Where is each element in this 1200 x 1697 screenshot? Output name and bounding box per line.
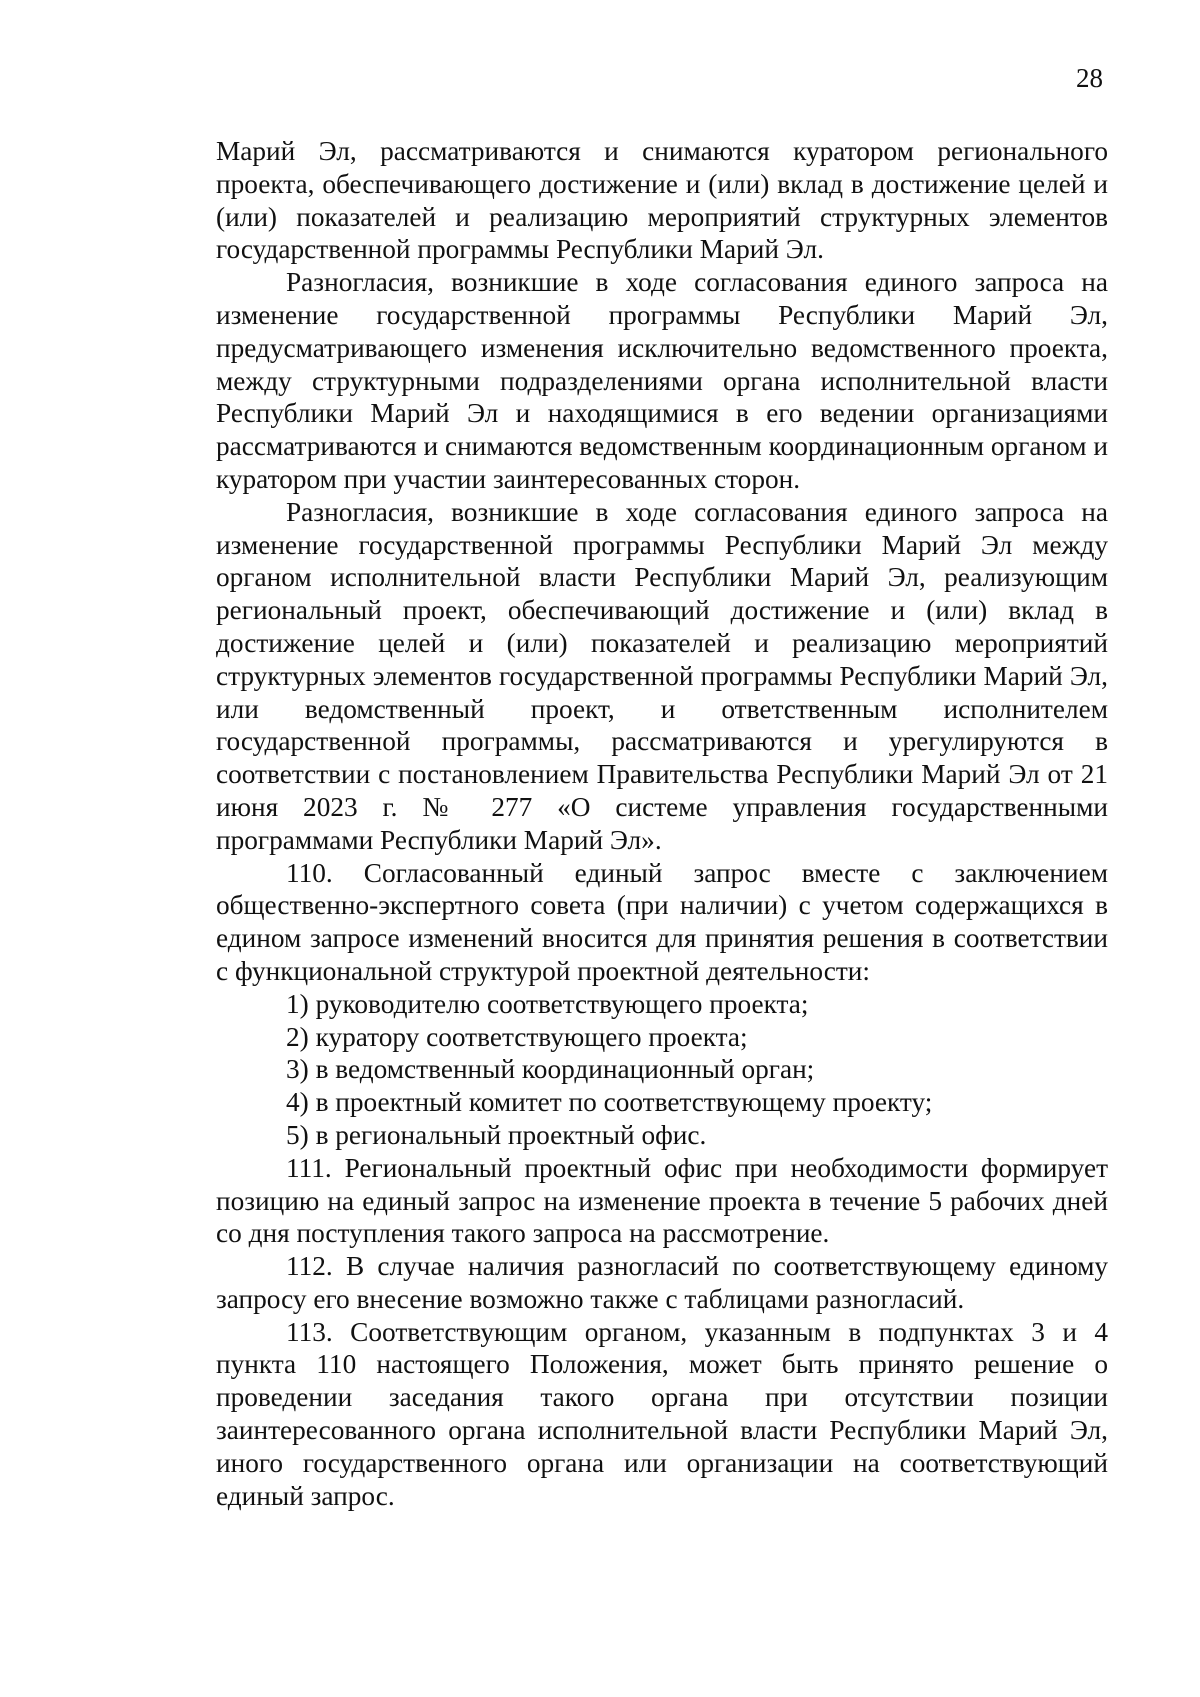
clause-110: 110. Согласованный единый запрос вместе с заключением общественно-экспертного совета (при наличии) с учетом содержащихся в едином запросе изменений вносится для принятия решения в соответствии с функциональной структурой проектной деятельности:	[216, 857, 1108, 986]
list-item: 3) в ведомственный координационный орган;	[286, 1054, 815, 1085]
clause-111: 111. Региональный проектный офис при необходимости формирует позицию на единый запрос на изменение проекта в течение 5 рабочих дней со дня поступления такого запроса на рассмотрение.	[216, 1152, 1108, 1249]
clause-113: 113. Соответствующим органом, указанным в подпунктах 3 и 4 пункта 110 настоящего Положения, может быть принято решение о проведении заседания такого органа при отсутствии позиции заинтересованного органа исполнительной власти Республики Марий Эл, иного государственного органа или организации на соответствующий единый запрос.	[216, 1316, 1108, 1511]
page-number: 28	[1076, 63, 1103, 93]
document-body	[216, 135, 1108, 1512]
paragraph-disagreements-departmental: Разногласия, возникшие в ходе согласования единого запроса на изменение государственной программы Республики Марий Эл, предусматривающего изменения исключительно ведомственного проекта, между структурными подразделениями органа исполнительной власти Республики Марий Эл и находящимися в его ведении организациями рассматриваются и снимаются ведомственным координационным органом и куратором при участии заинтересованных сторон.	[216, 267, 1108, 494]
list-item: 4) в проектный комитет по соответствующему проекту;	[286, 1087, 933, 1118]
paragraph-continuation: Марий Эл, рассматриваются и снимаются куратором регионального проекта, обеспечивающего достижение и (или) вклад в достижение целей и (или) показателей и реализацию мероприятий структурных элементов государственной программы Республики Марий Эл.	[216, 136, 1108, 265]
clause-112: 112. В случае наличия разногласий по соответствующему единому запросу его внесение возможно также с таблицами разногласий.	[216, 1251, 1108, 1314]
list-item: 5) в региональный проектный офис.	[286, 1119, 707, 1150]
list-item: 2) куратору соответствующего проекта;	[286, 1021, 748, 1052]
paragraph-disagreements-executive: Разногласия, возникшие в ходе согласования единого запроса на изменение государственной программы Республики Марий Эл между органом исполнительной власти Республики Марий Эл, реализующим региональный проект, обеспечивающий достижение и (или) вклад в достижение целей и (или) показателей и реализацию мероприятий структурных элементов государственной программы Республики Марий Эл, или ведомственный проект, и ответственным исполнителем государственной программы, рассматриваются и урегулируются в соответствии с постановлением Правительства Республики Марий Эл от 21 июня 2023 г. № 277 «О системе управления государственными программами Республики Марий Эл».	[216, 496, 1108, 855]
list-item: 1) руководителю соответствующего проекта;	[286, 988, 809, 1019]
